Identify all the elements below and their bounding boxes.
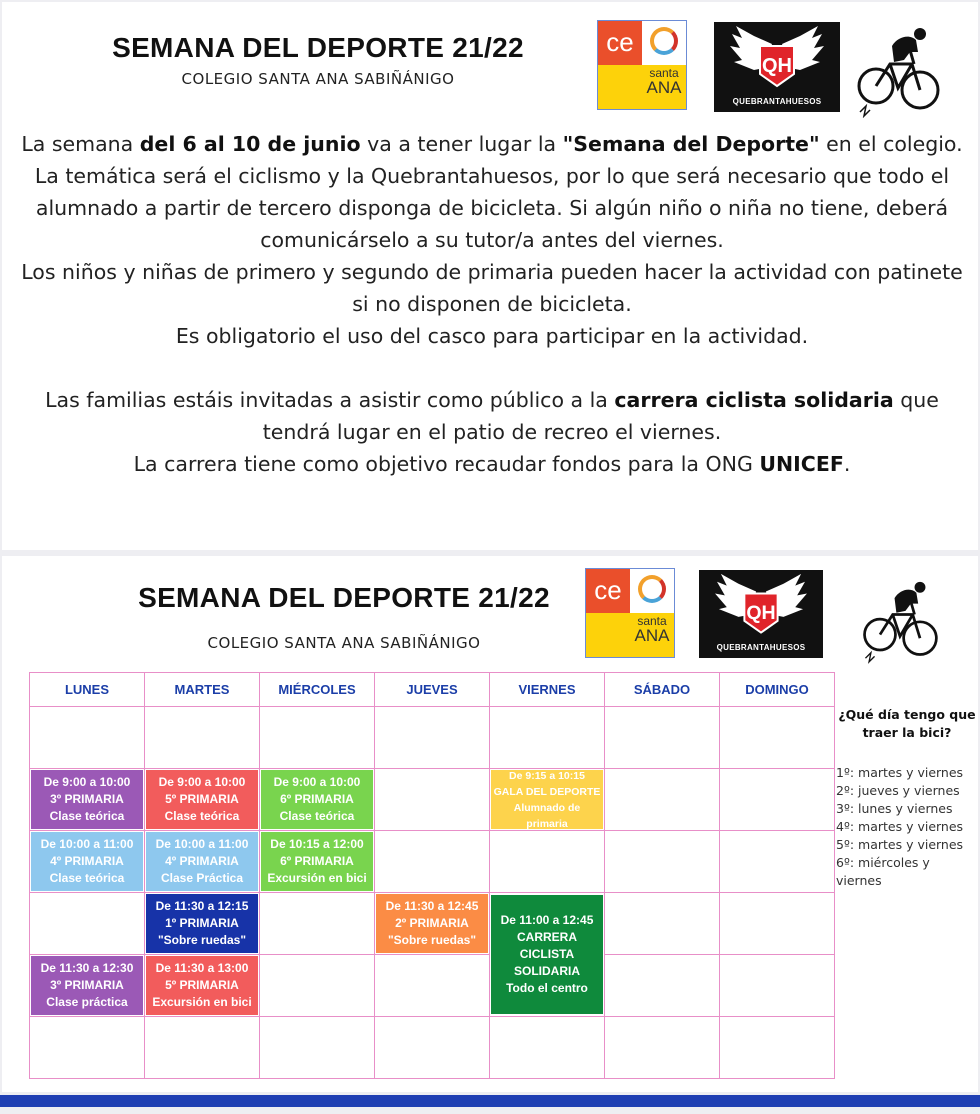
ce-santa-ana-logo xyxy=(597,20,687,110)
activity-line: Excursión en bici xyxy=(267,871,367,885)
schedule-body xyxy=(30,707,835,1079)
schedule-cell xyxy=(145,955,260,1017)
intro-paragraph-3: Es obligatorio el uso del casco para participar en la actividad. xyxy=(175,324,809,348)
activity-block xyxy=(31,770,143,829)
activity-line: Todo el centro xyxy=(506,981,588,995)
intro-paragraph-4: Las familias estáis invitadas a asistir como público a la carrera ciclista solidaria que tendrá lugar en el patio de recreo el viernes. xyxy=(45,388,939,444)
activity-line: De 9:00 a 10:00 xyxy=(273,775,361,789)
activity-line: De 9:00 a 10:00 xyxy=(158,775,246,789)
day-header-2: MIÉRCOLES xyxy=(260,673,375,707)
day-header-1: MARTES xyxy=(145,673,260,707)
schedule-cell xyxy=(720,707,835,769)
activity-block xyxy=(31,832,143,891)
schedule-cell xyxy=(375,955,490,1017)
schedule-cell xyxy=(605,893,720,955)
schedule-cell xyxy=(720,769,835,831)
schedule-cell xyxy=(490,831,605,893)
schedule-cell xyxy=(720,831,835,893)
schedule-cell xyxy=(30,707,145,769)
quebrantahuesos-text: QUEBRANTAHUESOS xyxy=(732,97,822,106)
bike-day-item: 5º: martes y viernes xyxy=(836,837,964,852)
schedule-cell xyxy=(30,831,145,893)
schedule-cell xyxy=(260,955,375,1017)
bike-day-item: 4º: martes y viernes xyxy=(836,819,964,834)
activity-line: 6º PRIMARIA xyxy=(280,792,354,806)
activity-block xyxy=(146,770,258,829)
schedule-cell xyxy=(260,893,375,955)
activity-line: GALA DEL DEPORTE xyxy=(493,786,601,798)
svg-text:QH: QH xyxy=(746,601,776,624)
activity-line: De 10:00 a 11:00 xyxy=(40,837,134,851)
activity-block xyxy=(376,894,488,953)
schedule-cell xyxy=(605,831,720,893)
activity-line: 2º PRIMARIA xyxy=(395,916,469,930)
schedule-card xyxy=(2,556,978,1092)
activity-block xyxy=(261,832,373,891)
day-header-row xyxy=(30,673,835,707)
schedule-cell xyxy=(720,1017,835,1079)
intro-paragraph-2: Los niños y niñas de primero y segundo de primaria pueden hacer la actividad con patinete si no disponen de bicicleta. xyxy=(21,260,963,316)
schedule-cell xyxy=(605,1017,720,1079)
schedule-cell xyxy=(30,1017,145,1079)
intro-text xyxy=(14,128,970,480)
schedule-cell xyxy=(145,1017,260,1079)
svg-text:QH: QH xyxy=(762,55,792,77)
activity-line: De 11:30 a 12:15 xyxy=(155,899,249,913)
quebrantahuesos-logo xyxy=(714,22,840,112)
activity-line: De 9:15 a 10:15 xyxy=(509,770,585,782)
schedule-cell xyxy=(145,893,260,955)
activity-line: SOLIDARIA xyxy=(514,964,580,978)
schedule-cell xyxy=(145,769,260,831)
ce-santa-ana-logo xyxy=(585,568,675,658)
schedule-row xyxy=(30,769,835,831)
bike-day-list xyxy=(836,764,978,890)
activity-block xyxy=(146,894,258,953)
schedule-row xyxy=(30,893,835,955)
schedule-row xyxy=(30,707,835,769)
intro-paragraph-5: La carrera tiene como objetivo recaudar fondos para la ONG UNICEF. xyxy=(133,452,851,476)
quebrantahuesos-text: QUEBRANTAHUESOS xyxy=(716,643,806,652)
activity-line: De 11:00 a 12:45 xyxy=(500,913,594,927)
activity-line: De 10:15 a 12:00 xyxy=(270,837,364,851)
bike-day-item: 6º: miércoles y viernes xyxy=(836,855,930,888)
activity-line: 4º PRIMARIA xyxy=(50,854,124,868)
schedule-cell xyxy=(490,1017,605,1079)
day-header-4: VIERNES xyxy=(490,673,605,707)
schedule-cell xyxy=(375,1017,490,1079)
activity-block xyxy=(261,770,373,829)
bike-day-legend xyxy=(836,706,978,890)
schedule-row xyxy=(30,1017,835,1079)
activity-block xyxy=(491,895,603,1014)
schedule-cell xyxy=(605,955,720,1017)
activity-line: Clase teórica xyxy=(49,871,125,885)
schedule-cell xyxy=(605,769,720,831)
activity-line: Clase teórica xyxy=(279,809,355,823)
schedule-cell xyxy=(720,955,835,1017)
quebrantahuesos-logo xyxy=(699,570,823,658)
activity-line: CARRERA CICLISTA xyxy=(517,930,577,961)
announcement-card xyxy=(2,2,978,550)
schedule-cell xyxy=(375,707,490,769)
activity-line: De 11:30 a 12:45 xyxy=(385,899,479,913)
schedule-cell xyxy=(30,769,145,831)
logo-ce-text: ce xyxy=(606,27,634,57)
bike-day-item: 2º: jueves y viernes xyxy=(836,783,960,798)
schedule-cell xyxy=(375,893,490,955)
activity-line: De 10:00 a 11:00 xyxy=(155,837,249,851)
bike-day-question: ¿Qué día tengo que traer la bici? xyxy=(838,707,976,740)
activity-line: Excursión en bici xyxy=(152,995,252,1009)
activity-line: "Sobre ruedas" xyxy=(387,933,477,947)
page-title: SEMANA DEL DEPORTE 21/22 xyxy=(112,32,524,63)
activity-line: 3º PRIMARIA xyxy=(50,978,124,992)
schedule-cell xyxy=(375,769,490,831)
day-header-5: SÁBADO xyxy=(605,673,720,707)
schedule-cell xyxy=(260,831,375,893)
bike-day-item: 1º: martes y viernes xyxy=(836,765,964,780)
activity-line: 3º PRIMARIA xyxy=(50,792,124,806)
activity-line: Clase teórica xyxy=(164,809,240,823)
activity-line: Alumnado de xyxy=(513,802,581,814)
activity-line: primaria xyxy=(526,818,568,829)
activity-line: De 11:30 a 12:30 xyxy=(40,961,134,975)
schedule-cell xyxy=(260,1017,375,1079)
activity-line: "Sobre ruedas" xyxy=(157,933,247,947)
activity-line: 4º PRIMARIA xyxy=(165,854,239,868)
activity-line: 6º PRIMARIA xyxy=(280,854,354,868)
schedule-cell xyxy=(490,707,605,769)
activity-line: Clase práctica xyxy=(46,995,128,1009)
activity-line: 5º PRIMARIA xyxy=(165,978,239,992)
day-header-0: LUNES xyxy=(30,673,145,707)
activity-line: Clase teórica xyxy=(49,809,125,823)
schedule-cell xyxy=(490,893,605,1017)
activity-block xyxy=(31,956,143,1015)
schedule-cell xyxy=(375,831,490,893)
intro-paragraph-1: La semana del 6 al 10 de junio va a tener lugar la "Semana del Deporte" en el colegio. La temática será el ciclismo y la Quebrantahuesos, por lo que será necesario que todo el alumnado a partir de tercero disponga de bicicleta. Si algún niño o niña no tiene, deberá comunicárselo a su tutor/a antes del viernes. xyxy=(21,132,963,252)
activity-line: Clase Práctica xyxy=(160,871,244,885)
schedule-cell xyxy=(145,707,260,769)
footer-bar xyxy=(0,1095,980,1107)
schedule-cell xyxy=(145,831,260,893)
logo-santa-text: santa ANA xyxy=(634,614,670,645)
cyclist-icon xyxy=(860,572,940,668)
logo-ce-text: ce xyxy=(594,575,622,605)
schedule-cell xyxy=(30,955,145,1017)
activity-line: De 11:30 a 13:00 xyxy=(155,961,249,975)
day-header-3: JUEVES xyxy=(375,673,490,707)
schedule-row xyxy=(30,955,835,1017)
schedule-cell xyxy=(605,707,720,769)
weekly-schedule-table xyxy=(29,672,835,1079)
page-subtitle: COLEGIO SANTA ANA SABIÑÁNIGO xyxy=(181,70,455,88)
schedule-cell xyxy=(30,893,145,955)
schedule-cell xyxy=(260,707,375,769)
activity-line: De 9:00 a 10:00 xyxy=(43,775,131,789)
activity-block xyxy=(146,956,258,1015)
schedule-subtitle: COLEGIO SANTA ANA SABIÑÁNIGO xyxy=(207,634,481,652)
schedule-cell xyxy=(720,893,835,955)
activity-block xyxy=(146,832,258,891)
schedule-cell xyxy=(490,769,605,831)
activity-block xyxy=(491,770,603,829)
activity-line: 5º PRIMARIA xyxy=(165,792,239,806)
activity-line: 1º PRIMARIA xyxy=(165,916,239,930)
schedule-title: SEMANA DEL DEPORTE 21/22 xyxy=(138,582,550,613)
schedule-row xyxy=(30,831,835,893)
day-header-6: DOMINGO xyxy=(720,673,835,707)
schedule-cell xyxy=(260,769,375,831)
bike-day-item: 3º: lunes y viernes xyxy=(836,801,953,816)
logo-santa-text: santa ANA xyxy=(646,66,682,97)
cyclist-icon xyxy=(854,22,942,118)
